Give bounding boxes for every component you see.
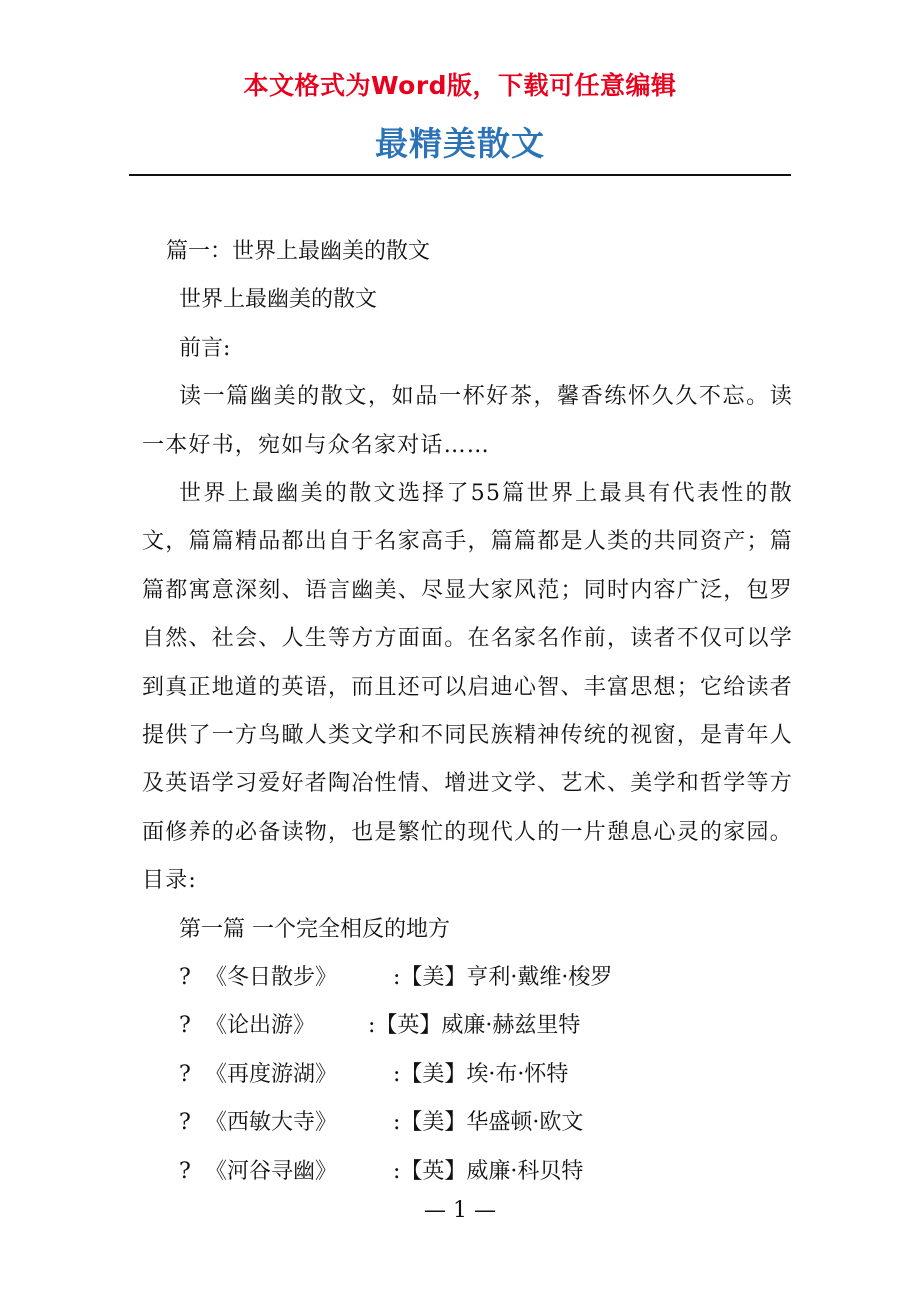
unknown-bullet-glyph: ? <box>179 965 191 991</box>
toc-essay-author: :【美】亨利·戴维·梭罗 <box>393 965 613 991</box>
unknown-bullet-glyph: ? <box>179 1013 191 1039</box>
paragraph-intro: 读一篇幽美的散文，如品一杯好茶，馨香练怀久久不忘。读一本好书，宛如与众名家对话…… <box>142 384 793 458</box>
unknown-bullet-glyph: ? <box>179 1158 191 1184</box>
unknown-bullet-glyph: ? <box>179 1110 191 1136</box>
toc-essay-title: 《论出游》 <box>205 1013 316 1039</box>
page-number: — 1 — <box>424 1198 496 1223</box>
toc-item <box>142 1051 793 1099</box>
unknown-bullet-glyph: ? <box>179 1061 191 1087</box>
toc-essay-author: :【英】威廉·科贝特 <box>393 1158 584 1184</box>
article-subtitle: 世界上最幽美的散文 <box>179 287 378 313</box>
chapter-heading: 第一篇 一个完全相反的地方 <box>179 916 450 942</box>
document-title: 最精美散文 <box>375 124 545 163</box>
toc-essay-title: 《西敏大寺》 <box>205 1110 338 1136</box>
toc-item <box>142 1002 793 1050</box>
download-banner: 本文格式为Word版，下载可任意编辑 <box>243 71 677 100</box>
toc-essay-title: 《冬日散步》 <box>205 965 338 991</box>
toc-essay-author: :【美】华盛顿·欧文 <box>393 1110 584 1136</box>
toc-essay-author: :【英】威廉·赫兹里特 <box>368 1013 581 1039</box>
toc-essay-title: 《河谷寻幽》 <box>205 1158 338 1184</box>
document-body <box>142 228 793 1196</box>
toc-item <box>142 1148 793 1196</box>
toc-essay-title: 《再度游湖》 <box>205 1061 338 1087</box>
preface-label: 前言: <box>179 335 231 361</box>
toc-item <box>142 954 793 1002</box>
title-divider <box>129 174 791 176</box>
toc-item <box>142 1099 793 1147</box>
paragraph-description: 世界上最幽美的散文选择了55篇世界上最具有代表性的散文，篇篇精品都出自于名家高手，篇篇都是人类的共同资产；篇篇都寓意深刻、语言幽美、尽显大家风范；同时内容广泛，包罗自然、社会、人生等方方面面。在名家名作前，读者不仅可以学到真正地道的英语，而且还可以启迪心智、丰富思想；它给读者提供了一方鸟瞰人类文学和不同民族精神传统的视窗，是青年人及英语学习爱好者陶冶性情、增进文学、艺术、美学和哲学等方面修养的必备读物，也是繁忙的现代人的一片憩息心灵的家园。 目录: <box>142 480 793 894</box>
section-heading: 篇一：世界上最幽美的散文 <box>166 239 431 264</box>
toc-essay-author: :【美】埃·布·怀特 <box>393 1061 569 1087</box>
